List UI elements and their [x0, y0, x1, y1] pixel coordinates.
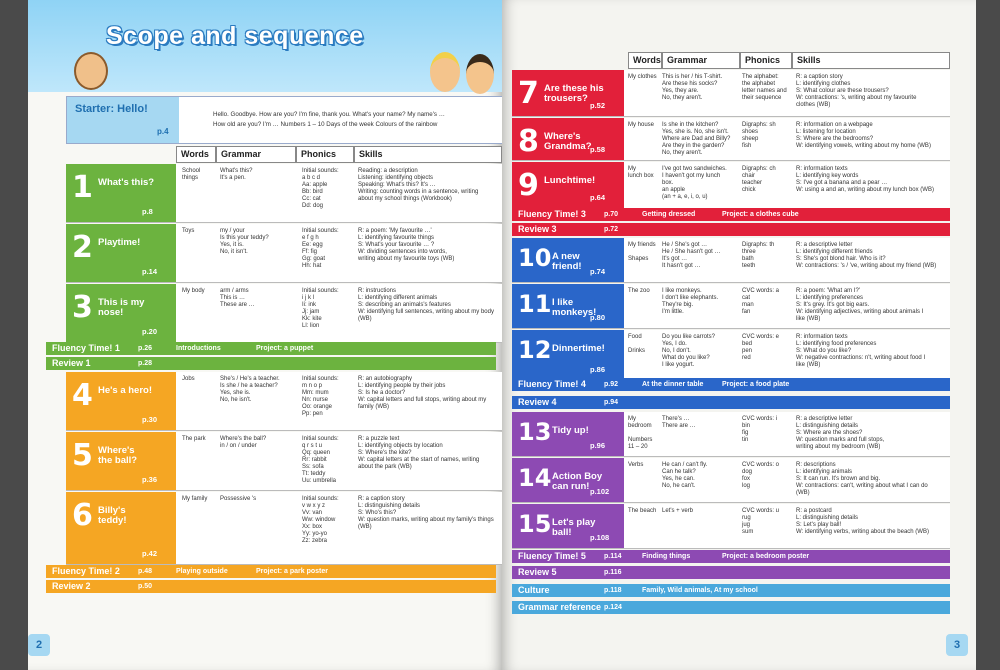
unit-page: p.96	[590, 441, 606, 450]
unit-grammar: What's this? It's a pen.	[220, 168, 253, 181]
unit-title: A new friend!	[552, 251, 582, 272]
unit-row	[66, 224, 502, 283]
unit-title: Are these his trousers?	[544, 83, 604, 104]
unit-words: School things	[182, 168, 201, 181]
unit-grammar: I've got two sandwiches. I haven't got my lunch box. an apple (an + a, e, i, o, u)	[662, 166, 727, 200]
unit-number: 3	[72, 290, 93, 325]
header-skills-right: Skills	[792, 52, 950, 69]
unit-words: My bedroom Numbers 11 – 20	[628, 416, 653, 450]
unit-page: p.30	[142, 415, 158, 424]
header-skills: Skills	[354, 146, 502, 163]
bar-title: Fluency Time! 2	[52, 566, 120, 576]
unit-row	[512, 458, 950, 503]
unit-skills: R: information on a webpage L: listening for location S: Where are the bedrooms? W: identifying vowels, writing about my home (WB)	[796, 122, 931, 149]
unit-title: Let's play ball!	[552, 517, 596, 538]
section-bar	[512, 601, 950, 614]
unit-words: The zoo	[628, 288, 650, 294]
left-page-number: 2	[28, 634, 50, 656]
unit-words: My lunch box	[628, 166, 654, 179]
bar-title: Review 4	[518, 397, 557, 407]
starter-page: p.4	[157, 127, 169, 136]
unit-title: Playtime!	[98, 237, 141, 248]
left-page	[28, 0, 502, 670]
bar-page: p.26	[138, 345, 153, 352]
unit-title: Dinnertime!	[552, 343, 605, 354]
unit-phonics: Initial sounds: v w x y z Vv: van Ww: window Xx: box Yy: yo-yo Zz: zebra	[302, 496, 339, 544]
unit-number: 8	[518, 124, 539, 159]
unit-title: He's a hero!	[98, 385, 152, 396]
bar-page: p.116	[604, 569, 622, 576]
bar-page: p.114	[604, 553, 622, 560]
unit-row	[66, 372, 502, 431]
unit-number: 9	[518, 168, 539, 203]
unit-skills: R: a caption story L: distinguishing details S: Who's this? W: question marks, writing about my family's things (WB)	[358, 496, 494, 530]
bar-title: Review 2	[52, 581, 91, 591]
unit-row	[66, 164, 502, 223]
unit-words: The beach	[628, 508, 657, 514]
right-page-number: 3	[946, 634, 968, 656]
unit-skills: R: instructions L: identifying different animals S: describing an animals's features W: identifying full sentences, writing about my body (WB)	[358, 288, 494, 322]
bar-page: p.72	[604, 226, 619, 233]
unit-number: 15	[518, 510, 552, 538]
unit-number: 2	[72, 230, 93, 265]
unit-page: p.86	[590, 365, 606, 374]
unit-grammar: Do you like carrots? Yes, I do. No, I don't. What do you like? I like yogurt.	[662, 334, 716, 368]
unit-row	[512, 412, 950, 457]
unit-number: 5	[72, 438, 93, 473]
header-grammar-right: Grammar	[662, 52, 740, 69]
unit-phonics: Initial sounds: i j k l Ii: ink Jj: jam Kk: kite Ll: lion	[302, 288, 339, 329]
starter-line-2: How old are you? I'm … Numbers 1 – 10 Days of the week Colours of the rainbow	[213, 121, 438, 128]
unit-grammar: Is she in the kitchen? Yes, she is. No, she isn't. Where are Dad and Billy? Are they in the garden? No, they aren't.	[662, 122, 731, 156]
bar-project: Project: a food plate	[722, 381, 790, 388]
right-page	[502, 0, 976, 670]
unit-grammar: I like monkeys. I don't like elephants. They're big. I'm little.	[662, 288, 719, 315]
header-words-right: Words	[628, 52, 662, 69]
unit-words: Jobs	[182, 376, 195, 382]
unit-phonics: Digraphs: th three bath teeth	[742, 242, 775, 269]
unit-page: p.74	[590, 267, 606, 276]
bar-project: Project: a park poster	[256, 568, 328, 575]
bar-page: p.28	[138, 360, 153, 367]
unit-words: My house	[628, 122, 655, 128]
unit-row	[512, 330, 950, 381]
unit-page: p.36	[142, 475, 158, 484]
bar-project: Project: a clothes cube	[722, 211, 799, 218]
unit-number: 13	[518, 418, 552, 446]
unit-skills: R: a descriptive letter L: distinguishing details S: Where are the shoes? W: question marks and full stops, writing about my bedroom (WB)	[796, 416, 885, 450]
bar-topic: At the dinner table	[642, 381, 704, 388]
unit-skills: R: a poem: 'What am I?' L: identifying preferences S: It's grey. It's got big ears. W: identifying adjectives, writing about animals I like (WB)	[796, 288, 924, 322]
bar-topic: Getting dressed	[642, 211, 696, 218]
bar-page: p.48	[138, 568, 153, 575]
unit-title: What's this?	[98, 177, 155, 188]
unit-phonics: Initial sounds: q r s t u Qq: queen Rr: rabbit Ss: sofa Tt: teddy Uu: umbrella	[302, 436, 339, 484]
unit-number: 4	[72, 378, 93, 413]
starter-line-1: Hello. Goodbye. How are you? I'm fine, thank you. What's your name? My name's …	[213, 111, 445, 118]
bar-page: p.70	[604, 211, 619, 218]
unit-skills: R: a postcard L: distinguishing details S: Let's play ball! W: identifying verbs, writing about the beach (WB)	[796, 508, 929, 535]
unit-words: Verbs	[628, 462, 644, 468]
bar-topic: Playing outside	[176, 568, 228, 575]
unit-phonics: CVC words: e bed pen red	[742, 334, 780, 361]
bar-page: p.94	[604, 399, 619, 406]
unit-page: p.64	[590, 193, 606, 202]
starter-title: Starter: Hello!	[75, 103, 148, 115]
unit-words: The park	[182, 436, 206, 442]
unit-skills: R: information texts L: identifying key words S: I've got a banana and a pear … W: using a and an, writing about my lunch box (WB)	[796, 166, 934, 193]
unit-row	[512, 504, 950, 549]
unit-skills: R: a descriptive letter L: identifying different friends S: She's got blond hair. Who is it? W: contractions: 's / 've, writing about my friend (WB)	[796, 242, 937, 269]
unit-grammar: She's / He's a teacher. Is she / he a teacher? Yes, she is. No, he isn't.	[220, 376, 280, 403]
bar-page: p.50	[138, 583, 153, 590]
unit-grammar: Let's + verb	[662, 508, 693, 514]
unit-grammar: arm / arms This is … These are …	[220, 288, 255, 308]
unit-number: 11	[518, 290, 552, 318]
unit-words: My clothes	[628, 74, 657, 80]
unit-skills: R: a puzzle text L: identifying objects by location S: Where's the kite? W: capital letters at the start of names, writing about the park (WB)	[358, 436, 480, 470]
unit-grammar: He can / can't fly. Can he talk? Yes, he can. No, he can't.	[662, 462, 708, 489]
unit-phonics: The alphabet: the alphabet letter names and their sequence	[742, 74, 787, 101]
unit-title: Billy's teddy!	[98, 505, 127, 526]
unit-title: This is my nose!	[98, 297, 145, 318]
bar-title: Culture	[518, 585, 550, 595]
unit-skills: R: descriptions L: identifying animals S: It can run. It's brown and big. W: contractions: can't, writing about what I can do (WB)	[796, 462, 928, 496]
unit-page: p.80	[590, 313, 606, 322]
unit-words: Food Drinks	[628, 334, 646, 354]
bar-title: Review 3	[518, 224, 557, 234]
section-bar	[46, 580, 496, 593]
unit-page: p.52	[590, 101, 606, 110]
bar-topic: Family, Wild animals, At my school	[642, 587, 758, 594]
unit-row	[512, 70, 950, 117]
unit-skills: R: information texts L: identifying food preferences S: What do you like? W: negative contractions: n't, writing about food I like (WB)	[796, 334, 926, 368]
unit-row	[512, 284, 950, 329]
bar-title: Review 1	[52, 358, 91, 368]
unit-title: Lunchtime!	[544, 175, 596, 186]
unit-skills: Reading: a description Listening: identifying objects Speaking: What's this? It's … Writing: counting words in a sentence, writing about my school things (Workbook)	[358, 168, 479, 202]
unit-words: My body	[182, 288, 205, 294]
header-phonics: Phonics	[296, 146, 354, 163]
unit-row	[66, 284, 502, 343]
unit-page: p.108	[590, 533, 610, 542]
boy-cartoon-illustration	[430, 52, 460, 92]
bar-project: Project: a bedroom poster	[722, 553, 810, 560]
unit-words: Toys	[182, 228, 195, 234]
unit-page: p.42	[142, 549, 158, 558]
unit-title: Action Boy can run!	[552, 471, 603, 492]
header-grammar: Grammar	[216, 146, 296, 163]
unit-page: p.20	[142, 327, 158, 336]
bar-project: Project: a puppet	[256, 345, 314, 352]
boy-illustration	[74, 52, 108, 90]
bar-page: p.124	[604, 604, 622, 611]
section-bar	[512, 223, 950, 236]
unit-phonics: CVC words: u rug jug sum	[742, 508, 780, 535]
unit-skills: R: a poem: 'My favourite …' L: identifying favourite things S: What's your favourite … ? W: dividing sentences into words, writing about my favourite toys (WB)	[358, 228, 455, 262]
bar-title: Fluency Time! 5	[518, 551, 586, 561]
bar-title: Review 5	[518, 567, 557, 577]
unit-number: 1	[72, 170, 93, 205]
unit-grammar: This is her / his T-shirt. Are these his socks? Yes, they are. No, they aren't.	[662, 74, 723, 101]
girl-cartoon-illustration	[466, 54, 494, 94]
unit-number: 6	[72, 498, 93, 533]
section-bar	[46, 357, 496, 370]
bar-title: Grammar reference	[518, 602, 602, 612]
unit-page: p.58	[590, 145, 606, 154]
unit-phonics: Digraphs: sh shoes sheep fish	[742, 122, 776, 149]
unit-title: Where's the ball?	[98, 445, 138, 466]
unit-number: 14	[518, 464, 552, 492]
unit-words: My family	[182, 496, 208, 502]
unit-grammar: Where's the ball? in / on / under	[220, 436, 267, 449]
bar-topic: Finding things	[642, 553, 691, 560]
page-title: Scope and sequence	[106, 22, 364, 50]
unit-number: 12	[518, 336, 552, 364]
bar-title: Fluency Time! 4	[518, 379, 586, 389]
unit-title: Tidy up!	[552, 425, 589, 436]
bar-title: Fluency Time! 3	[518, 209, 586, 219]
section-bar	[512, 566, 950, 579]
section-bar	[46, 342, 496, 355]
unit-words: My friends Shapes	[628, 242, 656, 262]
unit-page: p.102	[590, 487, 610, 496]
header-phonics-right: Phonics	[740, 52, 792, 69]
section-bar	[512, 208, 950, 221]
unit-page: p.8	[142, 207, 153, 216]
unit-grammar: There's … There are …	[662, 416, 696, 429]
bar-title: Fluency Time! 1	[52, 343, 120, 353]
unit-page: p.14	[142, 267, 158, 276]
bar-page: p.118	[604, 587, 622, 594]
unit-phonics: CVC words: o dog fox log	[742, 462, 780, 489]
unit-row	[66, 432, 502, 491]
unit-skills: R: an autobiography L: identifying people by their jobs S: Is he a doctor? W: capital letters and full stops, writing about my family (WB)	[358, 376, 487, 410]
unit-phonics: Initial sounds: a b c d Aa: apple Bb: bird Cc: cat Dd: dog	[302, 168, 339, 209]
unit-grammar: Possessive 's	[220, 496, 257, 502]
section-bar	[46, 565, 496, 578]
unit-row	[512, 238, 950, 283]
section-bar	[512, 550, 950, 563]
starter-row	[66, 96, 502, 144]
section-bar	[512, 584, 950, 597]
unit-number: 7	[518, 76, 539, 111]
unit-row	[512, 162, 950, 209]
bar-topic: Introductions	[176, 345, 221, 352]
unit-number: 10	[518, 244, 552, 272]
unit-phonics: Initial sounds: m n o p Mm: mum Nn: nurse Oo: orange Pp: pen	[302, 376, 339, 417]
unit-phonics: CVC words: a cat man fan	[742, 288, 780, 315]
section-bar	[512, 378, 950, 391]
unit-phonics: Digraphs: ch chair teacher chick	[742, 166, 776, 193]
bar-page: p.92	[604, 381, 619, 388]
unit-phonics: CVC words: i bin fig tin	[742, 416, 778, 443]
unit-title: I like monkeys!	[552, 297, 597, 318]
unit-row	[512, 118, 950, 161]
unit-title: Where's Grandma?	[544, 131, 592, 152]
header-words: Words	[176, 146, 216, 163]
unit-row	[66, 492, 502, 565]
unit-skills: R: a caption story L: identifying clothes S: What colour are these trousers? W: contractions: 's, writing about my favourite clothes (WB)	[796, 74, 917, 108]
unit-grammar: my / your Is this your teddy? Yes, it is. No, it isn't.	[220, 228, 269, 255]
unit-grammar: He / She's got … He / She hasn't got … It's got … It hasn't got …	[662, 242, 721, 269]
section-bar	[512, 396, 950, 409]
unit-phonics: Initial sounds: e f g h Ee: egg Ff: fig Gg: goat Hh: hat	[302, 228, 339, 269]
